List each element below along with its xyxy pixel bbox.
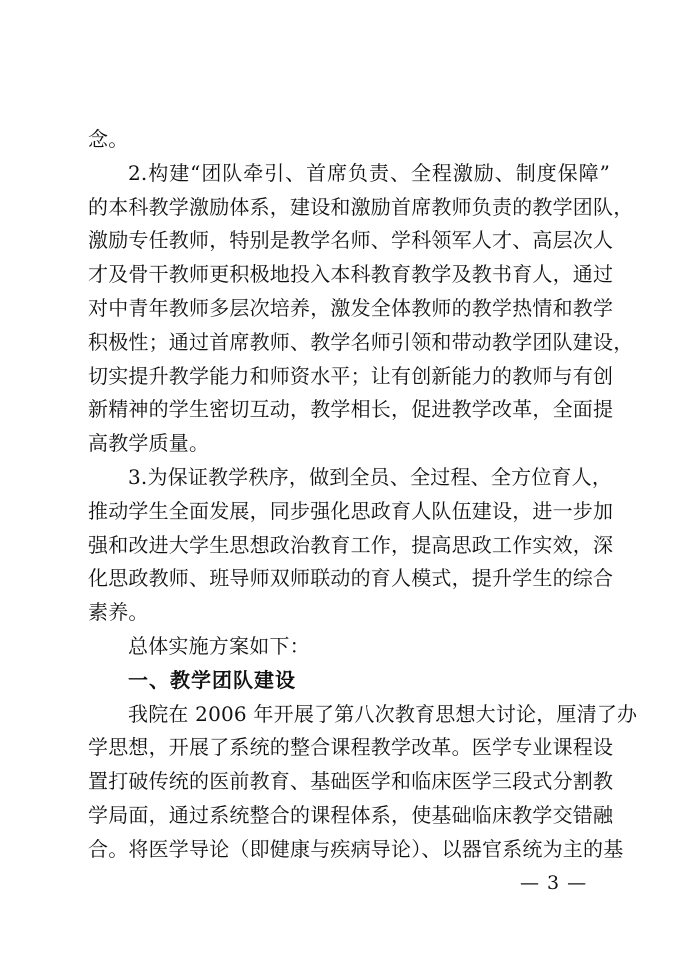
page-number: — 3 — [520, 872, 588, 894]
text-line: 对中青年教师多层次培养，激发全体教师的教学热情和教学 [88, 295, 614, 320]
text-line: 合。将医学导论（即健康与疾病导论）、以器官系统为主的基 [88, 836, 624, 861]
text-line: 才及骨干教师更积极地投入本科教育教学及教书育人，通过 [88, 262, 614, 287]
text-line: 2.构建“团队牵引、首席负责、全程激励、制度保障” [128, 160, 610, 185]
body-text [88, 123, 638, 867]
text-line: 我院在 2006 年开展了第八次教育思想大讨论，厘清了办 [128, 701, 638, 726]
text-line: 置打破传统的医前教育、基础医学和临床医学三段式分割教 [88, 769, 614, 794]
text-line: 强和改进大学生思想政治教育工作，提高思政工作实效，深 [88, 532, 614, 557]
text-line: 激励专任教师，特别是教学名师、学科领军人才、高层次人 [88, 228, 614, 253]
text-line: 切实提升教学能力和师资水平；让有创新能力的教师与有创 [88, 363, 614, 388]
text-line: 学思想，开展了系统的整合课程教学改革。医学专业课程设 [88, 735, 614, 760]
text-line: 念。 [88, 127, 129, 151]
text-line: 3.为保证教学秩序，做到全员、全过程、全方位育人， [128, 464, 613, 489]
text-line: 学局面，通过系统整合的课程体系，使基础临床教学交错融 [88, 802, 614, 827]
text-line: 化思政教师、班导师双师联动的育人模式，提升学生的综合 [88, 566, 614, 591]
section-heading: 一、教学团队建设 [128, 667, 296, 692]
text-line: 高教学质量。 [88, 431, 210, 456]
text-line: 总体实施方案如下： [128, 633, 310, 658]
text-line: 积极性；通过首席教师、教学名师引领和带动教学团队建设， [88, 329, 634, 354]
text-line: 新精神的学生密切互动，教学相长，促进教学改革，全面提 [88, 397, 614, 422]
text-line: 的本科教学激励体系，建设和激励首席教师负责的教学团队， [88, 194, 634, 219]
text-line: 推动学生全面发展，同步强化思政育人队伍建设，进一步加 [88, 498, 614, 523]
text-line: 素养。 [88, 600, 149, 625]
